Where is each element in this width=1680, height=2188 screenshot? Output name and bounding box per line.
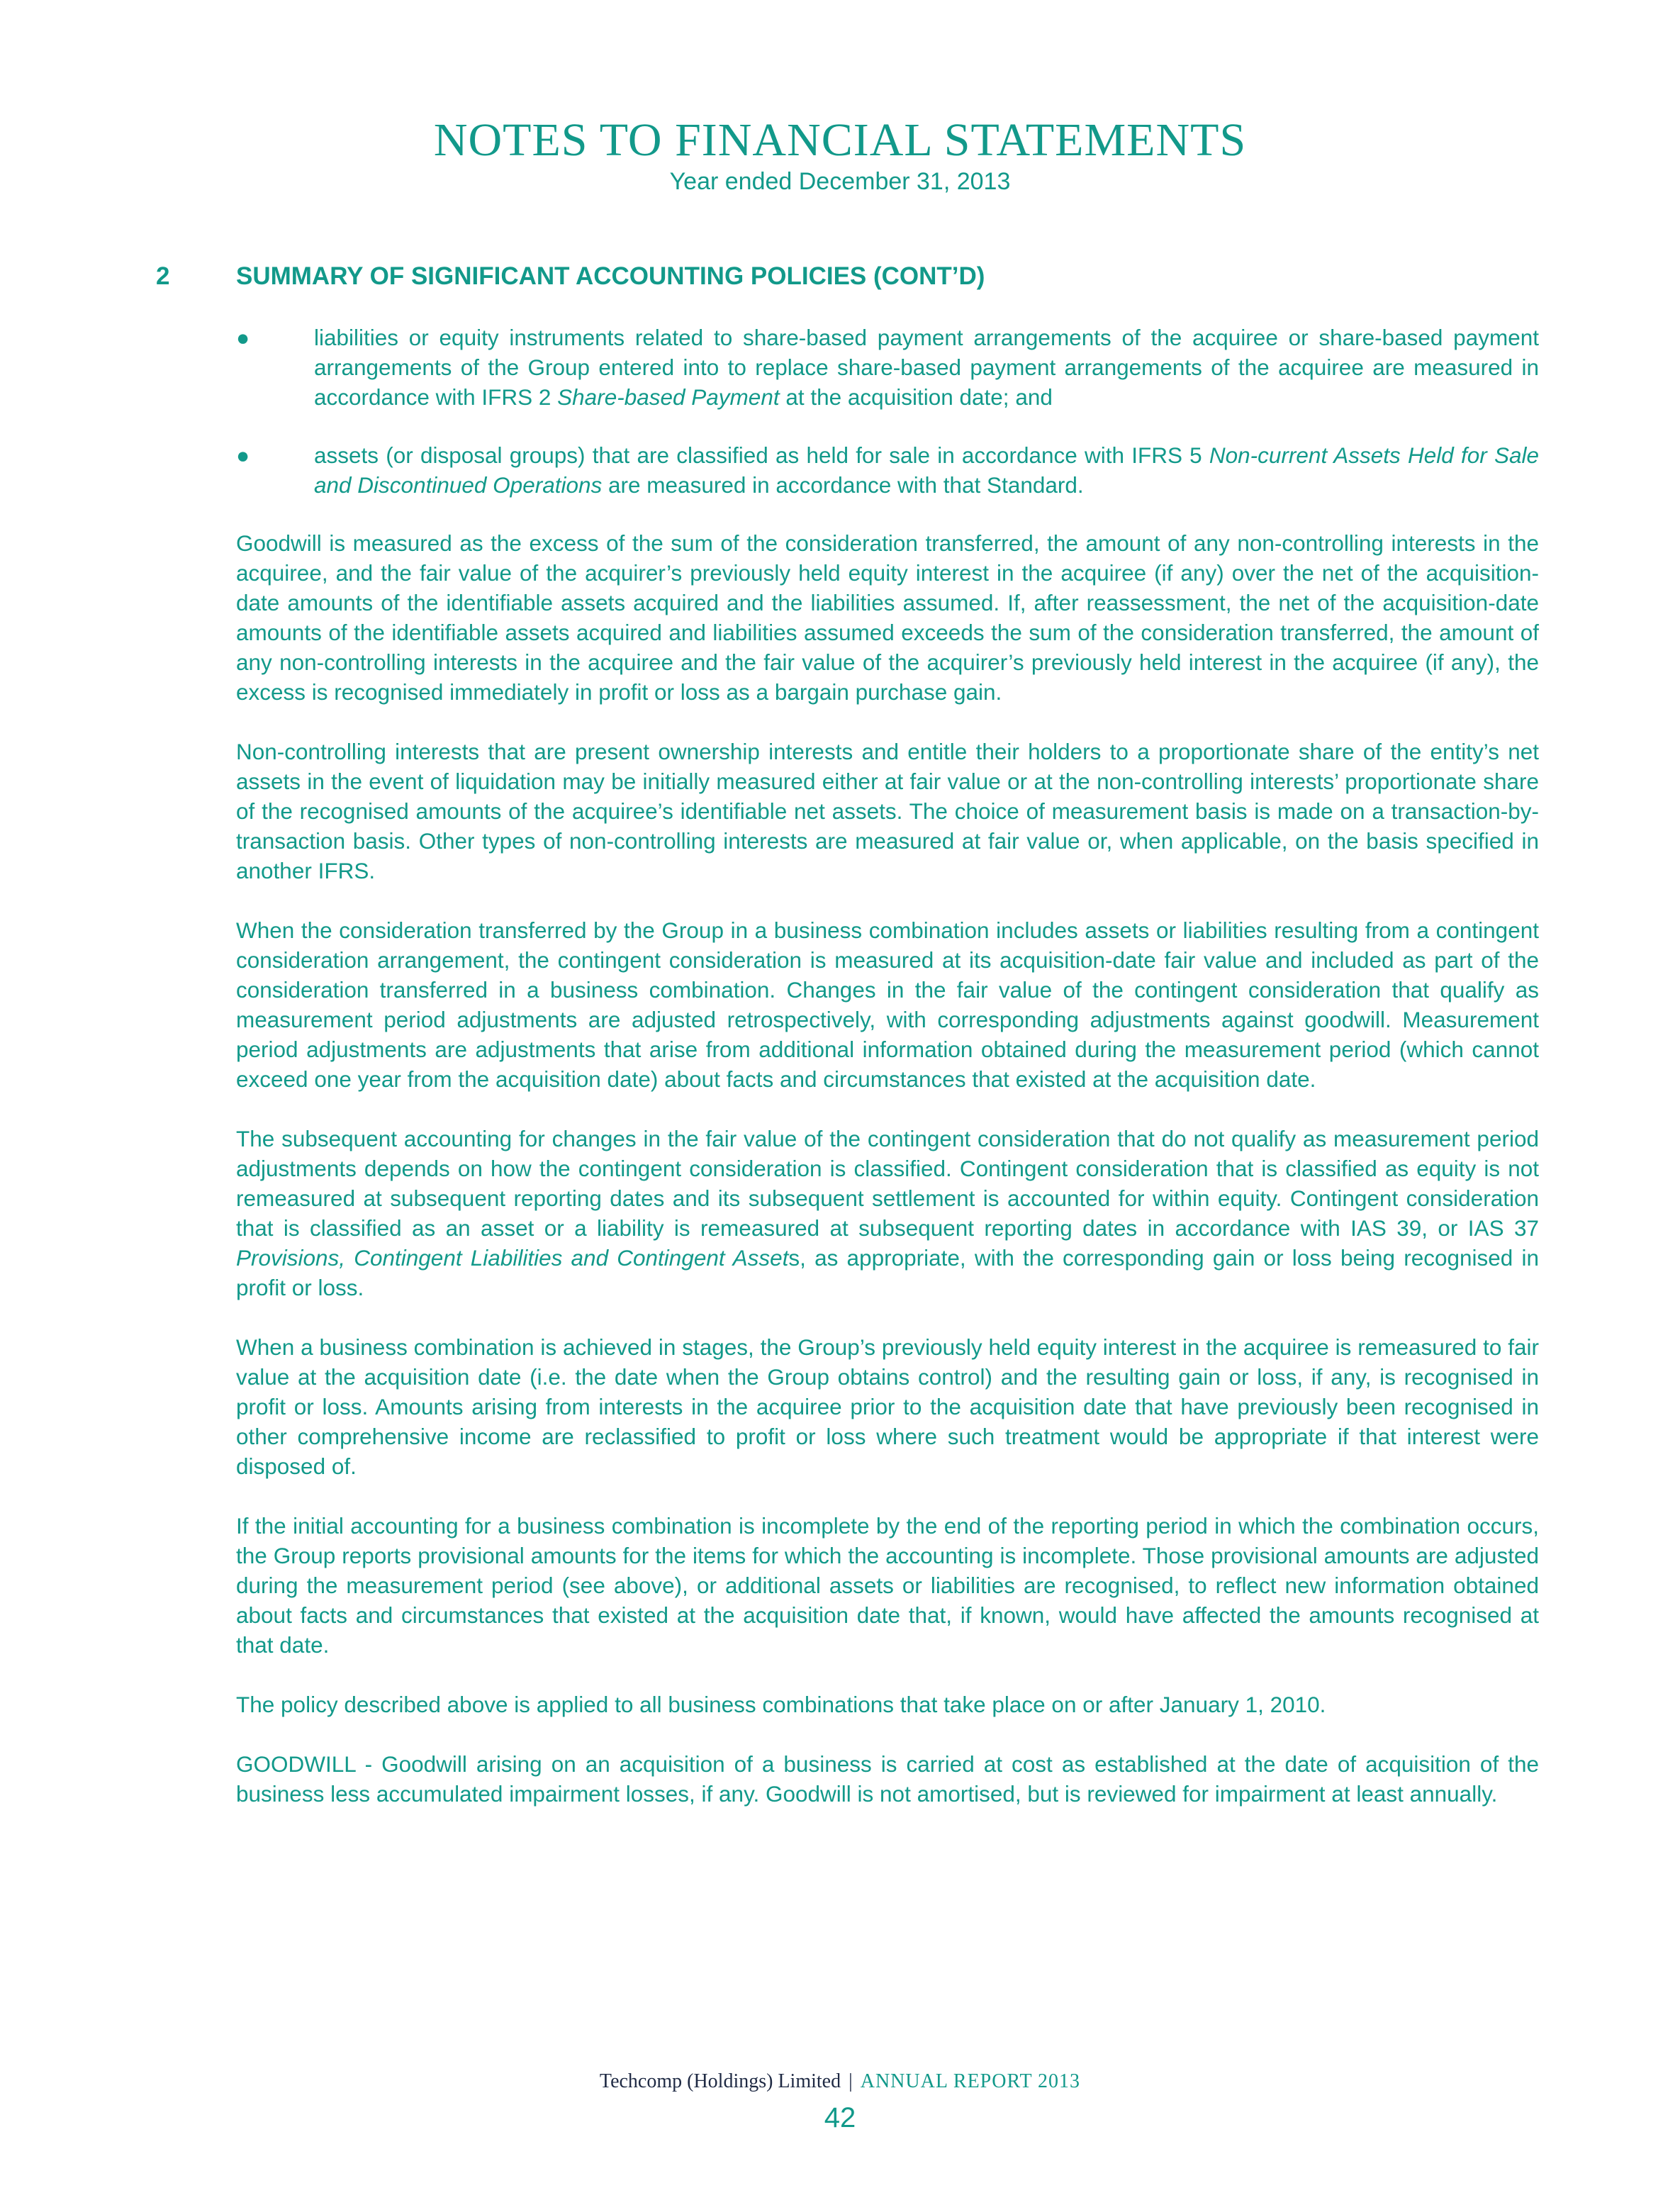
paragraph-policy-applied: The policy described above is applied to all business combinations that take place on or after January 1, 2010. [236,1692,1326,1717]
bullet-italic-text: Non-current Assets Held for Sale and Discontinued Operations [314,442,1539,498]
footer-report-title: ANNUAL REPORT 2013 [860,2070,1081,2092]
body-text [236,323,1539,1838]
paragraph-stages: When a business combination is achieved in stages, the Group’s previously held equity interest in the acquiree is remeasured to fair value at the acquisition date (i.e. the date when the Group obtains control) and the resulting gain or loss, if any, is recognised in profit or loss. Amounts arising from interests in the acquiree prior to the acquisition date that have previously been recognised in other comprehensive income are reclassified to profit or loss where such treatment would be appropriate if that interest were disposed of. [236,1334,1539,1479]
footer-separator: | [849,2070,853,2092]
section-title: SUMMARY OF SIGNIFICANT ACCOUNTING POLICIES (CONT’D) [236,262,985,290]
paragraph-text-end: s, as appropriate, with the corresponding gain or loss being recognised in profit or loss. [236,1245,1539,1300]
bullet-icon: ● [236,325,250,350]
page-title: NOTES TO FINANCIAL STATEMENTS [433,114,1247,166]
section-number: 2 [156,262,170,290]
bullet-text-end: are measured in accordance with that Standard. [602,472,1084,498]
footer [0,2069,1680,2094]
paragraph-goodwill-measurement: Goodwill is measured as the excess of the sum of the consideration transferred, the amount of any non-controlling interests in the acquiree, and the fair value of the acquirer’s previously held equity interest in the acquiree (if any) over the net of the acquisition-date amounts of the identifiable assets acquired and the liabilities assumed. If, after reassessment, the net of the acquisition-date amounts of the identifiable assets acquired and liabilities assumed exceeds the sum of the consideration transferred, the amount of any non-controlling interests in the acquiree and the fair value of the acquirer’s previously held interest in the acquiree (if any), the excess is recognised immediately in profit or loss as a bargain purchase gain. [236,530,1539,705]
bullet-item [236,323,1539,412]
footer-company: Techcomp (Holdings) Limited [599,2070,841,2092]
bullet-text: assets (or disposal groups) that are classified as held for sale in accordance with IFRS 5 [314,442,1209,468]
bullet-italic-text: Share-based Payment [557,384,780,410]
paragraph-goodwill: GOODWILL - Goodwill arising on an acquisition of a business is carried at cost as established at the date of acquisition of the business less accumulated impairment losses, if any. Goodwill is not amortised, but is reviewed for impairment at least annually. [236,1751,1539,1807]
bullet-item [236,440,1539,500]
paragraph-provisional-amounts: If the initial accounting for a business combination is incomplete by the end of the reporting period in which the combination occurs, the Group reports provisional amounts for the items for which the accounting is incomplete. Those provisional amounts are adjusted during the measurement period (see above), or additional assets or liabilities are recognised, to reflect new information obtained about facts and circumstances that existed at the acquisition date that, if known, would have affected the amounts recognised at that date. [236,1513,1539,1658]
paragraph-contingent-consideration: When the consideration transferred by the Group in a business combination includes assets or liabilities resulting from a contingent consideration arrangement, the contingent consideration is measured at its acquisition-date fair value and included as part of the consideration transferred in a business combination. Changes in the fair value of the contingent consideration that qualify as measurement period adjustments are adjusted retrospectively, with corresponding adjustments against goodwill. Measurement period adjustments are adjustments that arise from additional information obtained during the measurement period (which cannot exceed one year from the acquisition date) about facts and circumstances that existed at the acquisition date. [236,917,1539,1092]
bullet-text-end: at the acquisition date; and [779,384,1053,410]
page-subtitle: Year ended December 31, 2013 [669,168,1011,195]
page-number: 42 [824,2102,856,2133]
bullet-icon: ● [236,442,250,468]
paragraph-italic-text: Provisions, Contingent Liabilities and Contingent Asset [236,1245,789,1271]
paragraph-subsequent-accounting [236,1124,1539,1302]
paragraph-text: The subsequent accounting for changes in the fair value of the contingent consideration that do not qualify as measurement period adjustments depends on how the contingent consideration is classified. Contingent consideration that is classified as equity is not remeasured at subsequent reporting dates and its subsequent settlement is accounted for within equity. Contingent consideration that is classified as an asset or a liability is remeasured at subsequent reporting dates in accordance with IAS 39, or IAS 37 [236,1126,1539,1241]
paragraph-non-controlling-interests: Non-controlling interests that are present ownership interests and entitle their holders to a proportionate share of the entity’s net assets in the event of liquidation may be initially measured either at fair value or at the non-controlling interests’ proportionate share of the recognised amounts of the acquiree’s identifiable net assets. The choice of measurement basis is made on a transaction-by-transaction basis. Other types of non-controlling interests are measured at fair value or, when applicable, on the basis specified in another IFRS. [236,739,1539,883]
bullet-text: liabilities or equity instruments related to share-based payment arrangements of the acquiree or share-based payment arrangements of the Group entered into to replace share-based payment arrangements of the acquiree are measured in accordance with IFRS 2 [314,325,1539,410]
